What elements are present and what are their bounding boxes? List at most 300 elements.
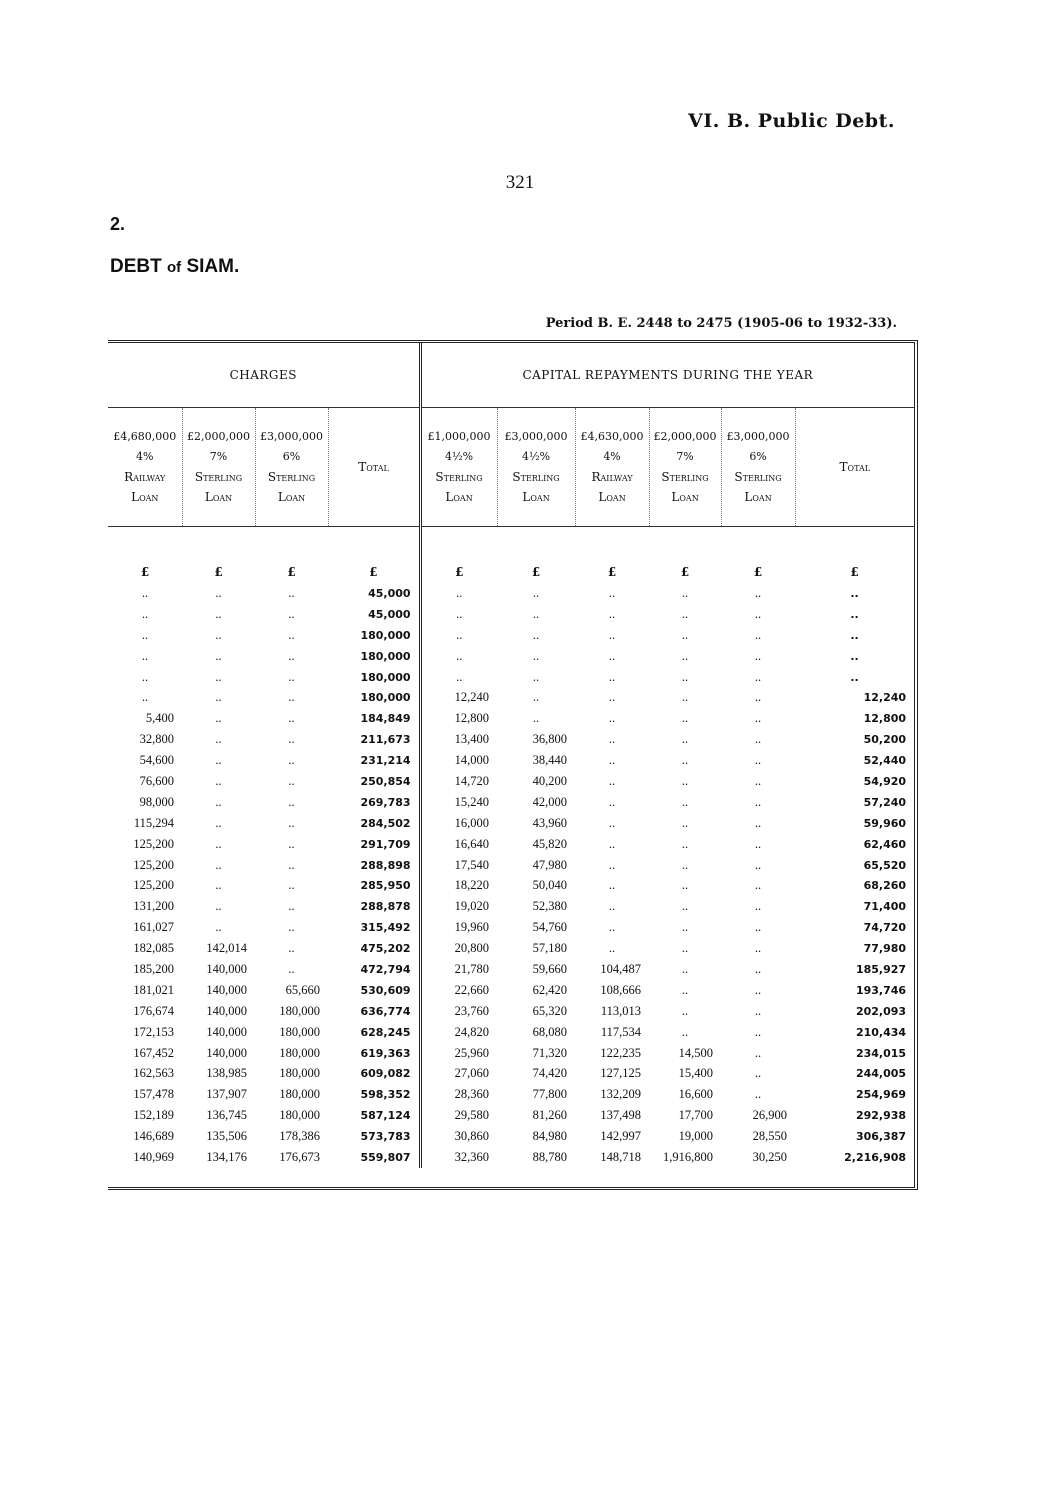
table-cell: .. xyxy=(754,627,762,642)
document-title xyxy=(110,256,239,278)
unit-label: £ xyxy=(287,565,296,579)
table-cell: .. xyxy=(532,627,540,642)
table-cell: .. xyxy=(608,878,616,893)
table-cell: 117,534 xyxy=(600,1024,642,1039)
table-cell: 125,200 xyxy=(133,878,174,893)
table-cell: 140,000 xyxy=(206,1024,247,1039)
table-cell: .. xyxy=(420,625,497,646)
column-header-amount: £2,000,000 xyxy=(187,430,250,443)
table-cell: 193,746 xyxy=(855,983,907,997)
unit-label: £ xyxy=(420,527,497,584)
table-cell: .. xyxy=(850,586,859,600)
table-cell: .. xyxy=(754,1087,762,1102)
table-cell: .. xyxy=(215,648,222,663)
table-cell: 140,000 xyxy=(206,961,247,976)
table-cell: 185,927 xyxy=(855,962,907,976)
table-cell: .. xyxy=(681,627,689,642)
table-cell: .. xyxy=(754,836,762,851)
column-header-rate: 6% xyxy=(749,450,767,463)
table-row xyxy=(108,834,914,855)
table-cell: 32,360 xyxy=(420,1147,497,1168)
table-cell: .. xyxy=(215,711,222,726)
table-cell: 59,960 xyxy=(863,816,907,830)
table-cell: 28,550 xyxy=(752,1129,788,1144)
table-cell: .. xyxy=(754,669,762,684)
column-header-amount: £2,000,000 xyxy=(653,430,717,443)
table-cell: 137,498 xyxy=(600,1108,642,1123)
table-cell: 65,320 xyxy=(532,1003,568,1018)
table-cell: 30,250 xyxy=(752,1149,788,1164)
table-cell: 202,093 xyxy=(855,1004,907,1018)
table-cell: 530,609 xyxy=(360,983,411,997)
table-cell: .. xyxy=(288,815,295,830)
table-cell: 185,200 xyxy=(133,961,174,976)
table-row xyxy=(108,938,914,959)
unit-label: £ xyxy=(369,565,378,579)
table-cell: 254,969 xyxy=(855,1088,907,1102)
table-cell: .. xyxy=(215,794,222,809)
table-cell: 19,000 xyxy=(678,1129,714,1144)
table-cell: .. xyxy=(215,732,222,747)
table-cell: 23,760 xyxy=(420,1001,497,1022)
column-header-type: Railway xyxy=(124,470,166,484)
table-cell: 47,980 xyxy=(532,857,568,872)
table-cell: .. xyxy=(681,857,689,872)
table-row xyxy=(108,1063,914,1084)
table-row xyxy=(108,1084,914,1105)
table-cell: 181,021 xyxy=(133,982,174,997)
period-caption: Period B. E. 2448 to 2475 (1905-06 to 1932-33). xyxy=(545,316,897,331)
table-cell: 285,950 xyxy=(360,879,411,893)
column-header-amount: £3,000,000 xyxy=(726,430,790,443)
table-cell: 138,985 xyxy=(206,1066,247,1081)
table-cell: .. xyxy=(681,669,689,684)
table-row xyxy=(108,1022,914,1043)
table-cell: 131,200 xyxy=(133,899,174,914)
table-cell: .. xyxy=(608,711,616,726)
table-cell: .. xyxy=(532,690,540,705)
table-cell: .. xyxy=(420,667,497,688)
table-cell: .. xyxy=(850,649,859,663)
column-header-rate: 7% xyxy=(676,450,694,463)
table-row xyxy=(108,750,914,771)
table-cell: 68,260 xyxy=(863,879,907,893)
table-row xyxy=(108,771,914,792)
table-row xyxy=(108,1147,914,1168)
table-cell: 71,320 xyxy=(532,1045,568,1060)
title-country: SIAM. xyxy=(186,256,240,277)
table-cell: .. xyxy=(532,606,540,621)
table-cell: 475,202 xyxy=(360,942,411,956)
table-cell: 587,124 xyxy=(360,1109,411,1123)
table-cell: 36,800 xyxy=(532,732,568,747)
table-cell: 22,660 xyxy=(420,980,497,1001)
column-header xyxy=(108,408,182,527)
table-cell: 65,520 xyxy=(863,858,907,872)
unit-label: £ xyxy=(531,565,541,579)
table-cell: .. xyxy=(141,648,149,663)
table-cell: .. xyxy=(608,794,616,809)
table-cell: 167,452 xyxy=(133,1045,174,1060)
column-header-type: Sterling xyxy=(734,470,782,484)
table-cell: 244,005 xyxy=(855,1067,907,1081)
table-cell: .. xyxy=(754,982,762,997)
table-cell: .. xyxy=(754,857,762,872)
table-cell: 315,492 xyxy=(360,921,411,935)
table-cell: 40,200 xyxy=(532,773,568,788)
group-header-repayments: CAPITAL REPAYMENTS DURING THE YEAR xyxy=(420,343,914,408)
table-cell: 20,800 xyxy=(420,938,497,959)
column-header-total: Total xyxy=(839,459,871,474)
column-header xyxy=(721,408,795,527)
table-cell: 27,060 xyxy=(420,1063,497,1084)
column-header xyxy=(497,408,575,527)
column-header-rate: 4% xyxy=(603,450,621,463)
table-cell: 180,000 xyxy=(279,1045,320,1060)
table-cell: 12,240 xyxy=(863,691,907,705)
table-cell: 17,700 xyxy=(678,1108,714,1123)
table-cell: 559,807 xyxy=(360,1150,411,1164)
column-header-type: Sterling xyxy=(267,470,316,484)
table-cell: .. xyxy=(420,583,497,604)
table-row xyxy=(108,667,914,688)
table-cell: 65,660 xyxy=(285,982,320,997)
table-cell: .. xyxy=(681,648,689,663)
table-cell: .. xyxy=(288,669,295,684)
table-cell: .. xyxy=(754,1066,762,1081)
table-cell: 45,000 xyxy=(368,586,411,600)
table-cell: .. xyxy=(608,606,616,621)
table-cell: .. xyxy=(288,690,295,705)
table-cell: 619,363 xyxy=(360,1046,411,1060)
column-header-rate: 4½% xyxy=(521,450,551,463)
table-cell: 62,460 xyxy=(863,837,907,851)
unit-label: £ xyxy=(214,565,223,579)
table-cell: .. xyxy=(681,878,689,893)
table-cell: 157,478 xyxy=(133,1087,174,1102)
table-cell: 162,563 xyxy=(133,1066,174,1081)
table-cell: .. xyxy=(608,732,616,747)
table-cell: 19,020 xyxy=(420,896,497,917)
table-cell: .. xyxy=(288,753,295,768)
table-cell: 628,245 xyxy=(360,1025,411,1039)
table-cell: 234,015 xyxy=(855,1046,907,1060)
table-cell: .. xyxy=(681,711,689,726)
table-cell: .. xyxy=(608,753,616,768)
table-cell: .. xyxy=(215,773,222,788)
table-cell: .. xyxy=(754,1024,762,1039)
title-main: DEBT xyxy=(110,256,162,277)
table-cell: 180,000 xyxy=(360,670,411,684)
table-cell: 77,980 xyxy=(863,942,907,956)
table-cell: .. xyxy=(288,961,295,976)
table-cell: 142,997 xyxy=(600,1129,642,1144)
table-cell: 180,000 xyxy=(360,628,411,642)
table-cell: 68,080 xyxy=(532,1024,568,1039)
unit-label: £ xyxy=(850,565,859,579)
table-cell: .. xyxy=(608,920,616,935)
column-header-type: Sterling xyxy=(512,470,560,484)
table-cell: 15,400 xyxy=(678,1066,714,1081)
table-cell: 57,180 xyxy=(532,941,568,956)
table-cell: 52,440 xyxy=(863,754,907,768)
table-cell: 210,434 xyxy=(855,1025,907,1039)
table-cell: .. xyxy=(141,669,149,684)
table-cell: .. xyxy=(288,627,295,642)
table-cell: 284,502 xyxy=(360,816,411,830)
table-cell: 12,800 xyxy=(420,708,497,729)
table-cell: .. xyxy=(288,606,295,621)
column-header-type: Railway xyxy=(591,470,633,484)
column-header-rate: 7% xyxy=(209,450,228,463)
table-cell: 115,294 xyxy=(133,815,174,830)
table-cell: 42,000 xyxy=(532,794,568,809)
table-cell: .. xyxy=(215,627,222,642)
table-cell: .. xyxy=(420,646,497,667)
table-cell: 172,153 xyxy=(133,1024,174,1039)
table-cell: 134,176 xyxy=(206,1149,247,1164)
table-cell: .. xyxy=(608,899,616,914)
table-cell: .. xyxy=(420,604,497,625)
column-header-amount: £3,000,000 xyxy=(260,430,323,443)
table-cell: .. xyxy=(215,899,222,914)
table-cell: .. xyxy=(681,1003,689,1018)
table-cell: .. xyxy=(215,606,222,621)
table-cell: 24,820 xyxy=(420,1022,497,1043)
table-cell: .. xyxy=(681,899,689,914)
column-header-loan: Loan xyxy=(522,490,550,504)
table-cell: 54,600 xyxy=(139,753,174,768)
table-cell: .. xyxy=(754,690,762,705)
table-cell: 140,000 xyxy=(206,1045,247,1060)
table-cell: .. xyxy=(681,982,689,997)
column-header xyxy=(182,408,255,527)
table-cell: .. xyxy=(215,585,222,600)
table-cell: .. xyxy=(215,690,222,705)
table-cell: 140,969 xyxy=(133,1149,174,1164)
table-cell: 122,235 xyxy=(600,1045,642,1060)
column-header-amount: £3,000,000 xyxy=(504,430,568,443)
table-cell: .. xyxy=(608,585,616,600)
column-header xyxy=(255,408,328,527)
table-cell: 182,085 xyxy=(133,941,174,956)
table-cell: .. xyxy=(681,941,689,956)
table-cell: 74,720 xyxy=(863,921,907,935)
table-cell: 472,794 xyxy=(360,962,411,976)
table-cell: .. xyxy=(850,607,859,621)
table-cell: .. xyxy=(681,773,689,788)
table-row xyxy=(108,708,914,729)
table-cell: .. xyxy=(215,920,222,935)
section-title: VI. B. Public Debt. xyxy=(688,110,895,132)
column-header-loan: Loan xyxy=(131,490,159,504)
table-row xyxy=(108,1001,914,1022)
table-cell: .. xyxy=(288,920,295,935)
table-cell: .. xyxy=(288,711,295,726)
table-cell: .. xyxy=(288,941,295,956)
table-cell: .. xyxy=(608,941,616,956)
table-cell: .. xyxy=(754,920,762,935)
table-cell: .. xyxy=(681,1024,689,1039)
table-cell: .. xyxy=(754,961,762,976)
table-cell: 28,360 xyxy=(420,1084,497,1105)
table-cell: .. xyxy=(141,606,149,621)
table-cell: 250,854 xyxy=(360,774,411,788)
table-cell: .. xyxy=(754,585,762,600)
table-cell: 180,000 xyxy=(279,1003,320,1018)
table-cell: 88,780 xyxy=(532,1149,568,1164)
table-cell: .. xyxy=(681,690,689,705)
table-cell: 76,600 xyxy=(139,773,174,788)
table-cell: 609,082 xyxy=(360,1067,411,1081)
table-cell: 180,000 xyxy=(360,691,411,705)
table-cell: 598,352 xyxy=(360,1088,411,1102)
table-row xyxy=(108,583,914,604)
table-cell: 16,640 xyxy=(420,834,497,855)
column-header-type: Sterling xyxy=(435,470,483,484)
table-cell: 25,960 xyxy=(420,1043,497,1064)
table-cell: 125,200 xyxy=(133,857,174,872)
table-cell: 573,783 xyxy=(360,1130,411,1144)
column-header-loan: Loan xyxy=(671,490,699,504)
table-cell: .. xyxy=(681,815,689,830)
table-cell: 292,938 xyxy=(855,1109,907,1123)
table-cell: .. xyxy=(288,878,295,893)
table-cell: 18,220 xyxy=(420,875,497,896)
table-cell: 43,960 xyxy=(532,815,568,830)
table-cell: 148,718 xyxy=(600,1149,642,1164)
table-cell: 125,200 xyxy=(133,836,174,851)
table-cell: 180,000 xyxy=(279,1024,320,1039)
column-header-type: Sterling xyxy=(661,470,709,484)
table-cell: 2,216,908 xyxy=(844,1150,907,1164)
table-cell: .. xyxy=(754,606,762,621)
table-cell: 81,260 xyxy=(532,1108,568,1123)
table-cell: 45,000 xyxy=(368,607,411,621)
table-cell: .. xyxy=(608,773,616,788)
table-row xyxy=(108,1043,914,1064)
table-cell: .. xyxy=(754,1003,762,1018)
table-cell: 288,898 xyxy=(360,858,411,872)
table-cell: .. xyxy=(608,836,616,851)
page-number: 321 xyxy=(505,172,535,193)
table-cell: 30,860 xyxy=(420,1126,497,1147)
table-cell: 59,660 xyxy=(532,961,568,976)
debt-table-frame xyxy=(108,340,918,1190)
table-cell: .. xyxy=(141,690,149,705)
table-cell: 180,000 xyxy=(360,649,411,663)
table-cell: 306,387 xyxy=(855,1130,907,1144)
table-row xyxy=(108,917,914,938)
table-cell: .. xyxy=(532,585,540,600)
group-header-charges: CHARGES xyxy=(108,343,420,408)
table-cell: 161,027 xyxy=(133,920,174,935)
table-cell: .. xyxy=(288,857,295,872)
table-cell: 19,960 xyxy=(420,917,497,938)
table-cell: .. xyxy=(681,606,689,621)
table-cell: 16,000 xyxy=(420,813,497,834)
table-cell: 84,980 xyxy=(532,1129,568,1144)
table-cell: .. xyxy=(608,669,616,684)
table-cell: .. xyxy=(681,585,689,600)
table-cell: 15,240 xyxy=(420,792,497,813)
table-cell: 137,907 xyxy=(206,1087,247,1102)
table-cell: 127,125 xyxy=(600,1066,642,1081)
table-cell: .. xyxy=(288,585,295,600)
table-cell: .. xyxy=(681,836,689,851)
table-cell: 38,440 xyxy=(532,753,568,768)
table-cell: .. xyxy=(532,711,540,726)
table-cell: 14,720 xyxy=(420,771,497,792)
table-cell: .. xyxy=(754,794,762,809)
table-cell: 21,780 xyxy=(420,959,497,980)
table-cell: .. xyxy=(754,815,762,830)
column-header xyxy=(328,408,420,527)
table-cell: .. xyxy=(215,815,222,830)
unit-label: £ xyxy=(680,565,690,579)
table-cell: 50,040 xyxy=(532,878,568,893)
table-cell: .. xyxy=(754,711,762,726)
table-cell: 180,000 xyxy=(279,1087,320,1102)
unit-label: £ xyxy=(140,565,150,579)
table-cell: 211,673 xyxy=(360,733,411,747)
table-cell: .. xyxy=(608,815,616,830)
table-row xyxy=(108,959,914,980)
table-cell: 184,849 xyxy=(360,712,411,726)
table-cell: 77,800 xyxy=(532,1087,568,1102)
table-cell: 57,240 xyxy=(863,795,907,809)
table-cell: .. xyxy=(681,732,689,747)
table-cell: .. xyxy=(215,878,222,893)
table-cell: 142,014 xyxy=(206,941,247,956)
table-cell: .. xyxy=(532,669,540,684)
column-header-rate: 4½% xyxy=(444,450,474,463)
column-header-amount: £1,000,000 xyxy=(427,430,491,443)
table-cell: 13,400 xyxy=(420,729,497,750)
table-cell: 291,709 xyxy=(360,837,411,851)
table-cell: 32,800 xyxy=(139,732,174,747)
table-cell: 71,400 xyxy=(863,900,907,914)
table-cell: 140,000 xyxy=(206,982,247,997)
table-cell: 176,674 xyxy=(133,1003,174,1018)
table-cell: 269,783 xyxy=(360,795,411,809)
table-row xyxy=(108,687,914,708)
column-header-loan: Loan xyxy=(744,490,772,504)
item-number: 2. xyxy=(110,214,126,234)
table-cell: 16,600 xyxy=(678,1087,714,1102)
table-cell: .. xyxy=(681,961,689,976)
table-row xyxy=(108,1105,914,1126)
table-cell: 108,666 xyxy=(600,982,642,997)
column-header-loan: Loan xyxy=(204,490,233,504)
table-cell: 1,916,800 xyxy=(663,1149,714,1164)
table-cell: 113,013 xyxy=(600,1003,642,1018)
column-header-loan: Loan xyxy=(277,490,306,504)
column-header xyxy=(795,408,914,527)
table-cell: .. xyxy=(141,627,149,642)
table-cell: 231,214 xyxy=(360,754,411,768)
table-row xyxy=(108,646,914,667)
table-cell: 140,000 xyxy=(206,1003,247,1018)
table-cell: 12,800 xyxy=(863,712,907,726)
table-cell: .. xyxy=(215,753,222,768)
table-cell: .. xyxy=(754,648,762,663)
column-header-rate: 4% xyxy=(136,450,154,463)
table-cell: .. xyxy=(288,773,295,788)
table-cell: .. xyxy=(754,878,762,893)
table-cell: .. xyxy=(608,690,616,705)
column-header xyxy=(420,408,497,527)
